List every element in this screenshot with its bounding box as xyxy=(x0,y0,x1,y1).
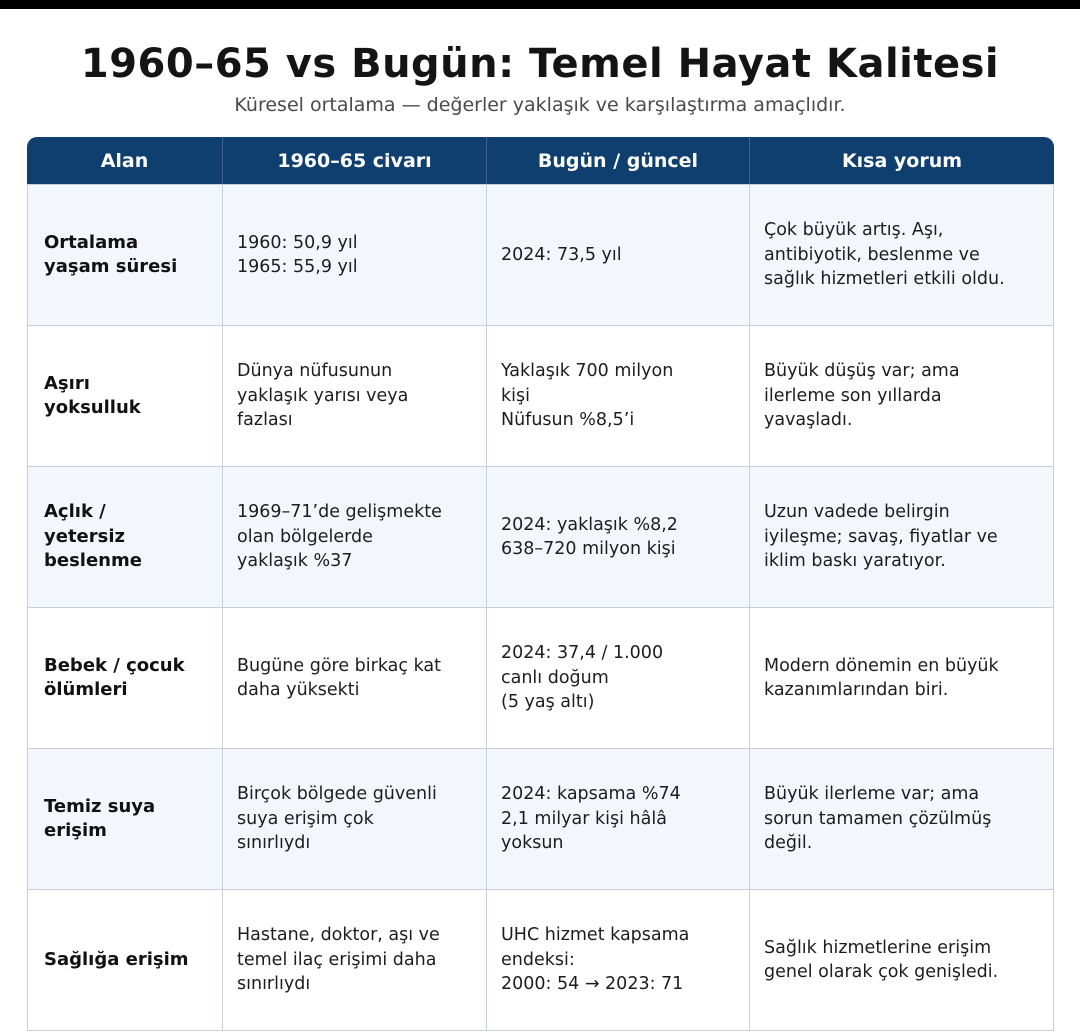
cell-line: (5 yaş altı) xyxy=(501,692,595,713)
cell-line: Yaklaşık 700 milyon xyxy=(501,361,674,382)
cell-line: iyileşme; savaş, fiyatlar ve xyxy=(764,526,998,547)
table-row xyxy=(27,184,1054,326)
cell-line: 1965: 55,9 yıl xyxy=(237,257,358,277)
cell-line: 1960: 50,9 yıl xyxy=(237,232,358,253)
cell-now xyxy=(487,749,750,890)
cell-line: 2024: 73,5 yıl xyxy=(501,244,622,265)
table-row xyxy=(27,749,1054,890)
cell-line: ilerleme son yıllarda xyxy=(764,385,942,406)
cell-line: kişi xyxy=(501,385,530,406)
cell-now xyxy=(487,326,750,467)
cell-line: Nüfusun %8,5’i xyxy=(501,410,635,431)
column-header-alan: Alan xyxy=(27,137,223,184)
cell-line: yetersiz xyxy=(44,525,125,547)
cell-then xyxy=(223,749,487,890)
page-subtitle: Küresel ortalama — değerler yaklaşık ve karşılaştırma amaçlıdır. xyxy=(234,94,846,116)
column-header-then: 1960–65 civarı xyxy=(223,137,487,184)
table-body xyxy=(27,184,1054,1031)
cell-line: sağlık hizmetleri etkili oldu. xyxy=(764,269,1005,290)
cell-line: yoksulluk xyxy=(44,397,141,418)
cell-comment xyxy=(750,749,1054,890)
page-title: 1960–65 vs Bugün: Temel Hayat Kalitesi xyxy=(80,41,1000,87)
cell-line: ölümleri xyxy=(44,679,128,700)
cell-line: sınırlıydı xyxy=(237,833,311,854)
cell-line: fazlası xyxy=(237,410,293,431)
cell-line: yaklaşık yarısı veya xyxy=(237,385,409,406)
cell-line: olan bölgelerde xyxy=(237,526,373,547)
cell-line: Aşırı xyxy=(44,372,90,394)
cell-line: temel ilaç erişimi daha xyxy=(237,949,437,970)
cell-then xyxy=(223,890,487,1031)
cell-then xyxy=(223,608,487,749)
cell-line: 638–720 milyon kişi xyxy=(501,539,676,559)
cell-alan xyxy=(27,749,223,890)
cell-line: Çok büyük artış. Aşı, xyxy=(764,220,944,241)
cell-line: Temiz suya xyxy=(44,795,156,817)
cell-line: yaşam süresi xyxy=(44,256,178,277)
cell-line: Hastane, doktor, aşı ve xyxy=(237,925,440,946)
cell-line: sınırlıydı xyxy=(237,974,311,995)
cell-alan xyxy=(27,890,223,1031)
cell-now xyxy=(487,184,750,326)
cell-line: Ortalama xyxy=(44,231,139,253)
cell-line: UHC hizmet kapsama xyxy=(501,925,690,946)
cell-now xyxy=(487,890,750,1031)
cell-line: antibiyotik, beslenme ve xyxy=(764,244,980,265)
table-row xyxy=(27,608,1054,749)
table-header-row xyxy=(27,137,1054,184)
cell-line: kazanımlarından biri. xyxy=(764,680,949,700)
cell-line: iklim baskı yaratıyor. xyxy=(764,551,946,572)
cell-line: genel olarak çok genişledi. xyxy=(764,962,999,982)
cell-comment xyxy=(750,184,1054,326)
cell-line: suya erişim çok xyxy=(237,808,374,829)
cell-alan xyxy=(27,184,223,326)
cell-line: değil. xyxy=(764,833,813,854)
cell-line: Dünya nüfusunun xyxy=(237,361,393,382)
cell-line: 2024: kapsama %74 xyxy=(501,784,681,805)
cell-line: 2000: 54 → 2023: 71 xyxy=(501,974,684,995)
comparison-table xyxy=(27,137,1054,1031)
table-row xyxy=(27,467,1054,608)
cell-line: Sağlığa erişim xyxy=(44,948,189,970)
cell-line: endeksi: xyxy=(501,949,575,970)
cell-line: yaklaşık %37 xyxy=(237,551,353,572)
cell-now xyxy=(487,467,750,608)
cell-alan xyxy=(27,326,223,467)
cell-line: Büyük düşüş var; ama xyxy=(764,361,960,382)
column-header-comment: Kısa yorum xyxy=(750,137,1054,184)
cell-then xyxy=(223,184,487,326)
cell-line: sorun tamamen çözülmüş xyxy=(764,808,992,829)
cell-line: canlı doğum xyxy=(501,667,609,688)
cell-line: Bugüne göre birkaç kat xyxy=(237,655,441,676)
cell-line: Birçok bölgede güvenli xyxy=(237,784,437,805)
cell-line: yoksun xyxy=(501,833,564,854)
cell-line: Uzun vadede belirgin xyxy=(764,502,950,523)
table-row xyxy=(27,326,1054,467)
top-bar xyxy=(0,0,1080,9)
cell-line: daha yüksekti xyxy=(237,680,360,700)
cell-line: Bebek / çocuk xyxy=(44,654,185,676)
cell-then xyxy=(223,467,487,608)
cell-comment xyxy=(750,467,1054,608)
table-row xyxy=(27,890,1054,1031)
cell-alan xyxy=(27,467,223,608)
cell-line: yavaşladı. xyxy=(764,410,853,431)
cell-comment xyxy=(750,326,1054,467)
cell-comment xyxy=(750,890,1054,1031)
cell-line: Modern dönemin en büyük xyxy=(764,655,999,676)
cell-line: erişim xyxy=(44,820,107,841)
cell-line: 2024: yaklaşık %8,2 xyxy=(501,514,678,535)
cell-alan xyxy=(27,608,223,749)
cell-line: Büyük ilerleme var; ama xyxy=(764,784,980,805)
cell-line: 2024: 37,4 / 1.000 xyxy=(501,643,664,664)
cell-line: 1969–71’de gelişmekte xyxy=(237,502,442,523)
column-header-now: Bugün / güncel xyxy=(487,137,750,184)
cell-line: Açlık / xyxy=(44,501,106,523)
cell-line: beslenme xyxy=(44,550,142,572)
cell-now xyxy=(487,608,750,749)
cell-then xyxy=(223,326,487,467)
cell-line: Sağlık hizmetlerine erişim xyxy=(764,937,992,958)
cell-line: 2,1 milyar kişi hâlâ xyxy=(501,808,667,829)
cell-comment xyxy=(750,608,1054,749)
